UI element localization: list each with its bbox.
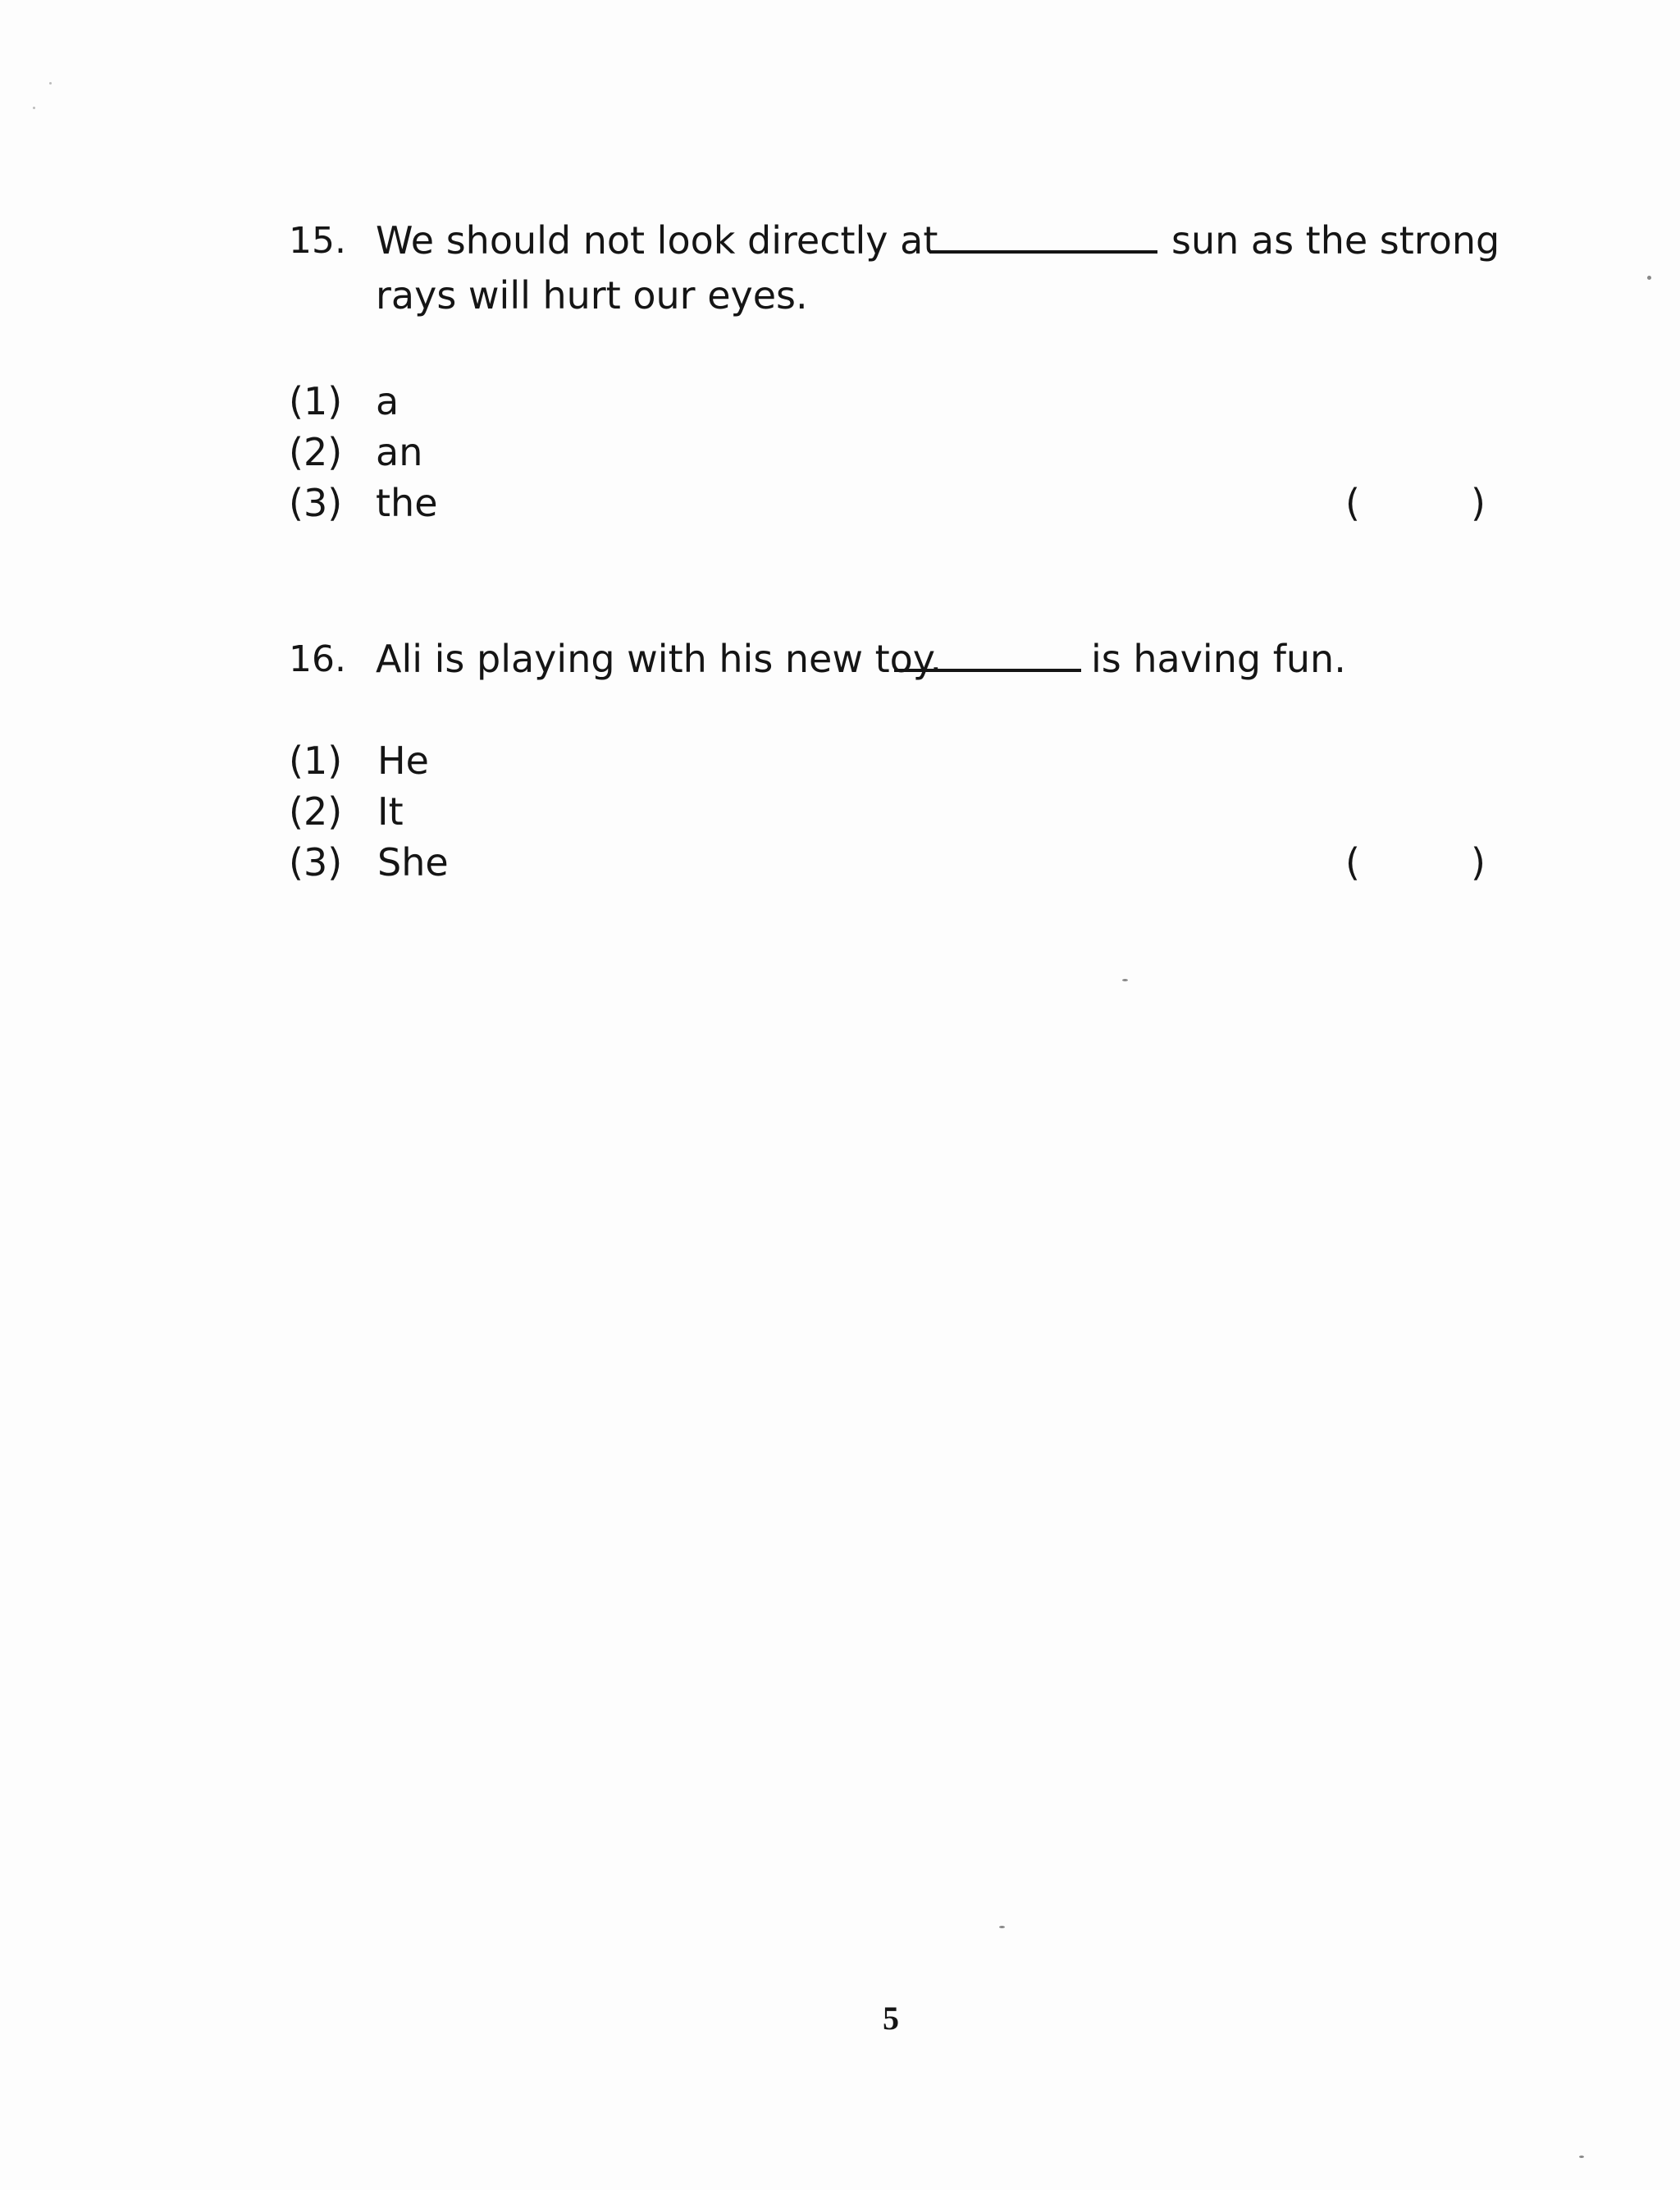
- option-label: (3): [289, 481, 343, 525]
- option-text: an: [376, 430, 423, 474]
- answer-bracket-close: ): [1471, 840, 1486, 885]
- question-text-line2: rays will hurt our eyes.: [376, 273, 808, 318]
- answer-blank: [929, 250, 1157, 254]
- question-text-part2: is having fun.: [1091, 637, 1346, 681]
- scan-speck: [33, 107, 35, 109]
- option-text: She: [377, 840, 449, 885]
- option-text: It: [377, 789, 404, 834]
- option-label: (1): [289, 738, 343, 783]
- scan-speck: [1647, 276, 1651, 280]
- option-text: He: [377, 738, 429, 783]
- question-number: 15.: [289, 220, 346, 262]
- answer-bracket-close: ): [1471, 481, 1486, 525]
- answer-bracket-open: (: [1345, 840, 1360, 885]
- question-text-part1: We should not look directly at: [376, 218, 938, 263]
- option-label: (3): [289, 840, 343, 885]
- answer-bracket-open: (: [1345, 481, 1360, 525]
- question-number: 16.: [289, 638, 346, 680]
- option-text: the: [376, 481, 438, 525]
- option-label: (1): [289, 379, 343, 423]
- question-text-part2: sun as the strong: [1171, 218, 1500, 263]
- scan-speck: [1122, 979, 1128, 981]
- scan-speck: [999, 1926, 1005, 1928]
- scan-speck: [49, 82, 52, 85]
- question-text-part1: Ali is playing with his new toy.: [376, 637, 943, 681]
- option-label: (2): [289, 430, 343, 474]
- option-text: a: [376, 379, 399, 423]
- scan-speck: [1579, 2156, 1584, 2158]
- option-label: (2): [289, 789, 343, 834]
- answer-blank: [894, 669, 1081, 672]
- page-number: 5: [883, 2000, 899, 2037]
